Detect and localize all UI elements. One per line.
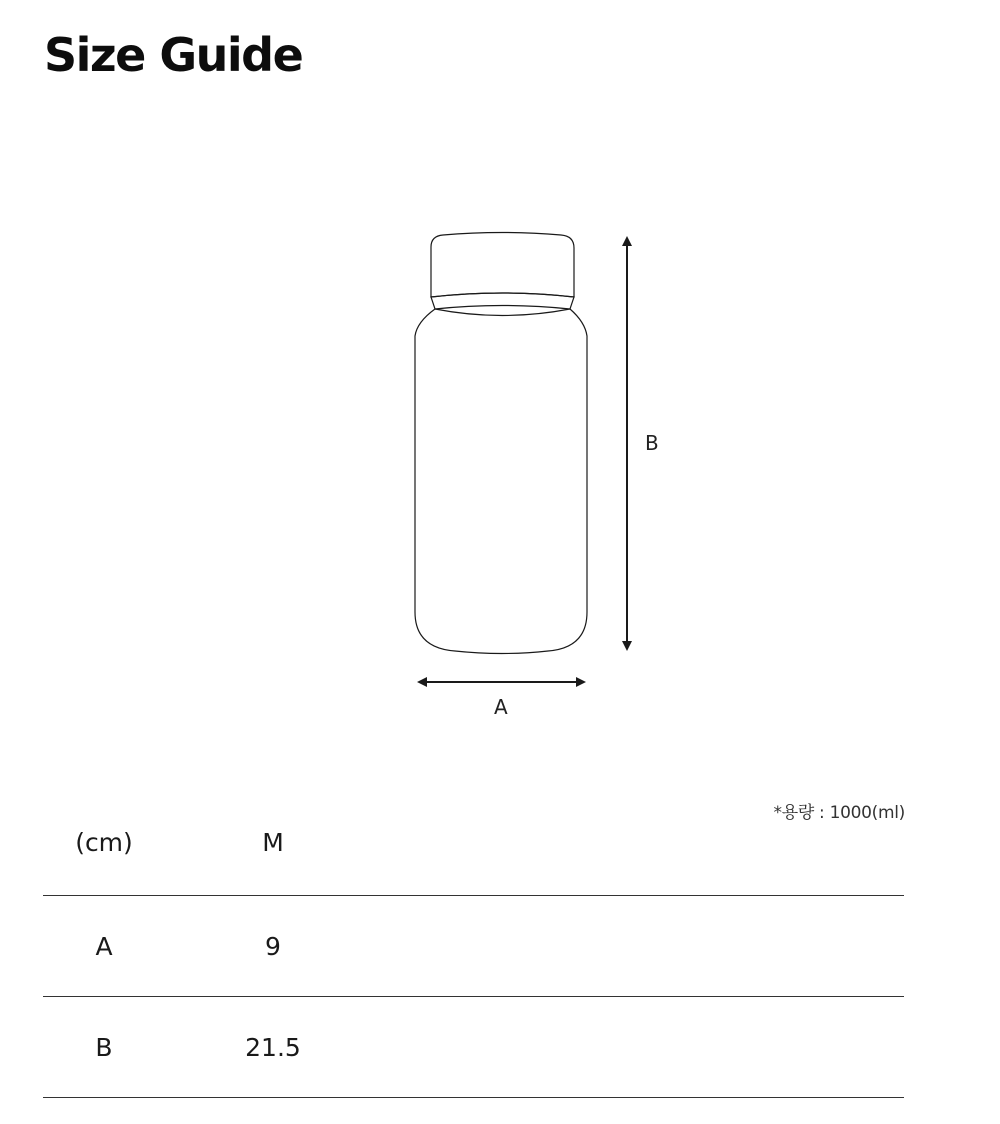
empty-cell <box>381 896 904 997</box>
empty-cell <box>381 790 904 896</box>
table-row <box>43 896 904 997</box>
bottle-neck-band <box>431 293 574 309</box>
size-table <box>43 790 904 1098</box>
row-value: 21.5 <box>165 997 381 1098</box>
row-label: B <box>43 997 165 1098</box>
dimension-b-label: B <box>645 431 659 455</box>
size-m-header: M <box>165 790 381 896</box>
dimension-a-label: A <box>494 695 508 719</box>
capacity-note: *용량 : 1000(ml) <box>773 803 905 823</box>
bottle-body <box>415 309 587 654</box>
bottle-cap <box>431 233 574 298</box>
table-header-row <box>43 790 904 896</box>
unit-header: (cm) <box>43 790 165 896</box>
table-row <box>43 997 904 1098</box>
empty-cell <box>381 997 904 1098</box>
row-label: A <box>43 896 165 997</box>
page-title: Size Guide <box>44 28 303 82</box>
row-value: 9 <box>165 896 381 997</box>
